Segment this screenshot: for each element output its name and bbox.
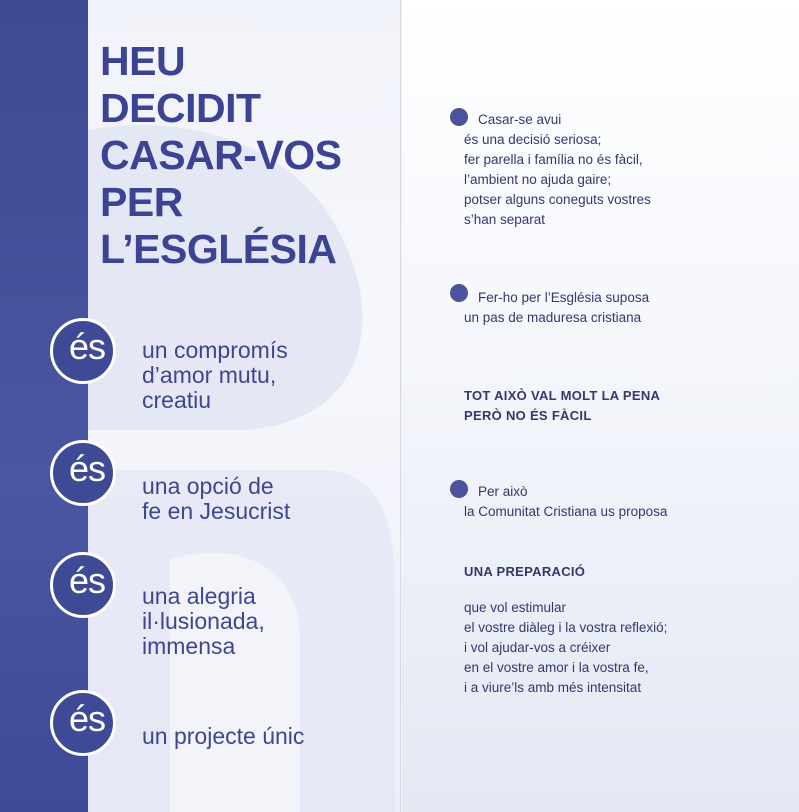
heading-line: PERÒ NO ÉS FÀCIL (464, 408, 592, 423)
es-badge-label: és (68, 326, 106, 367)
text-block (478, 482, 528, 502)
text-block (478, 110, 561, 130)
description-line: fe en Jesucrist (142, 498, 291, 524)
text-block (478, 288, 649, 308)
text-line: l’ambient no ajuda gaire; (464, 172, 612, 187)
bullet-icon (450, 284, 468, 302)
description-line: un projecte únic (142, 723, 305, 749)
text-line: Fer-ho per l’Església suposa (478, 290, 650, 305)
text-line: i a viure’ls amb més intensitat (464, 680, 642, 695)
description-line: una alegria (142, 583, 256, 609)
text-line: un pas de maduresa cristiana (464, 310, 642, 325)
text-block (464, 598, 667, 698)
es-badge-label: és (68, 448, 106, 489)
text-line: Per això (478, 484, 528, 499)
right-panel (402, 0, 799, 812)
text-line: i vol ajudar-vos a créixer (464, 640, 611, 655)
text-line: fer parella i família no és fàcil, (464, 152, 643, 167)
text-line: Casar-se avui (478, 112, 562, 127)
text-line: la Comunitat Cristiana us proposa (464, 504, 668, 519)
text-line: el vostre diàleg i la vostra reflexió; (464, 620, 668, 635)
es-badge-label: és (68, 698, 106, 739)
description-line: il·lusionada, (142, 608, 265, 634)
item-description (142, 584, 265, 659)
page-title (100, 38, 342, 273)
bullet-icon (450, 108, 468, 126)
es-badge-label: és (68, 560, 106, 601)
item-description (142, 338, 288, 413)
emphasis-heading (464, 386, 660, 426)
text-line: potser alguns coneguts vostres (464, 192, 651, 207)
description-line: una opció de (142, 473, 274, 499)
heading-line: TOT AIXÒ VAL MOLT LA PENA (464, 388, 661, 403)
section-heading: UNA PREPARACIÓ (464, 564, 586, 579)
description-line: immensa (142, 633, 236, 659)
title-line: HEU (100, 38, 186, 84)
title-line: PER (100, 179, 183, 225)
title-line: L’ESGLÉSIA (100, 226, 337, 272)
text-block (464, 130, 651, 230)
item-description (142, 724, 304, 749)
title-line: DECIDIT (100, 85, 261, 131)
description-line: un compromís (142, 337, 288, 363)
bullet-icon (450, 480, 468, 498)
text-line: és una decisió seriosa; (464, 132, 602, 147)
title-line: CASAR-VOS (100, 132, 342, 178)
text-line: en el vostre amor i la vostra fe, (464, 660, 649, 675)
text-line: s’han separat (464, 212, 546, 227)
description-line: d’amor mutu, (142, 362, 277, 388)
text-line: que vol estimular (464, 600, 567, 615)
description-line: creatiu (142, 387, 212, 413)
text-block (464, 308, 641, 328)
item-description (142, 474, 290, 524)
text-block (464, 502, 667, 522)
